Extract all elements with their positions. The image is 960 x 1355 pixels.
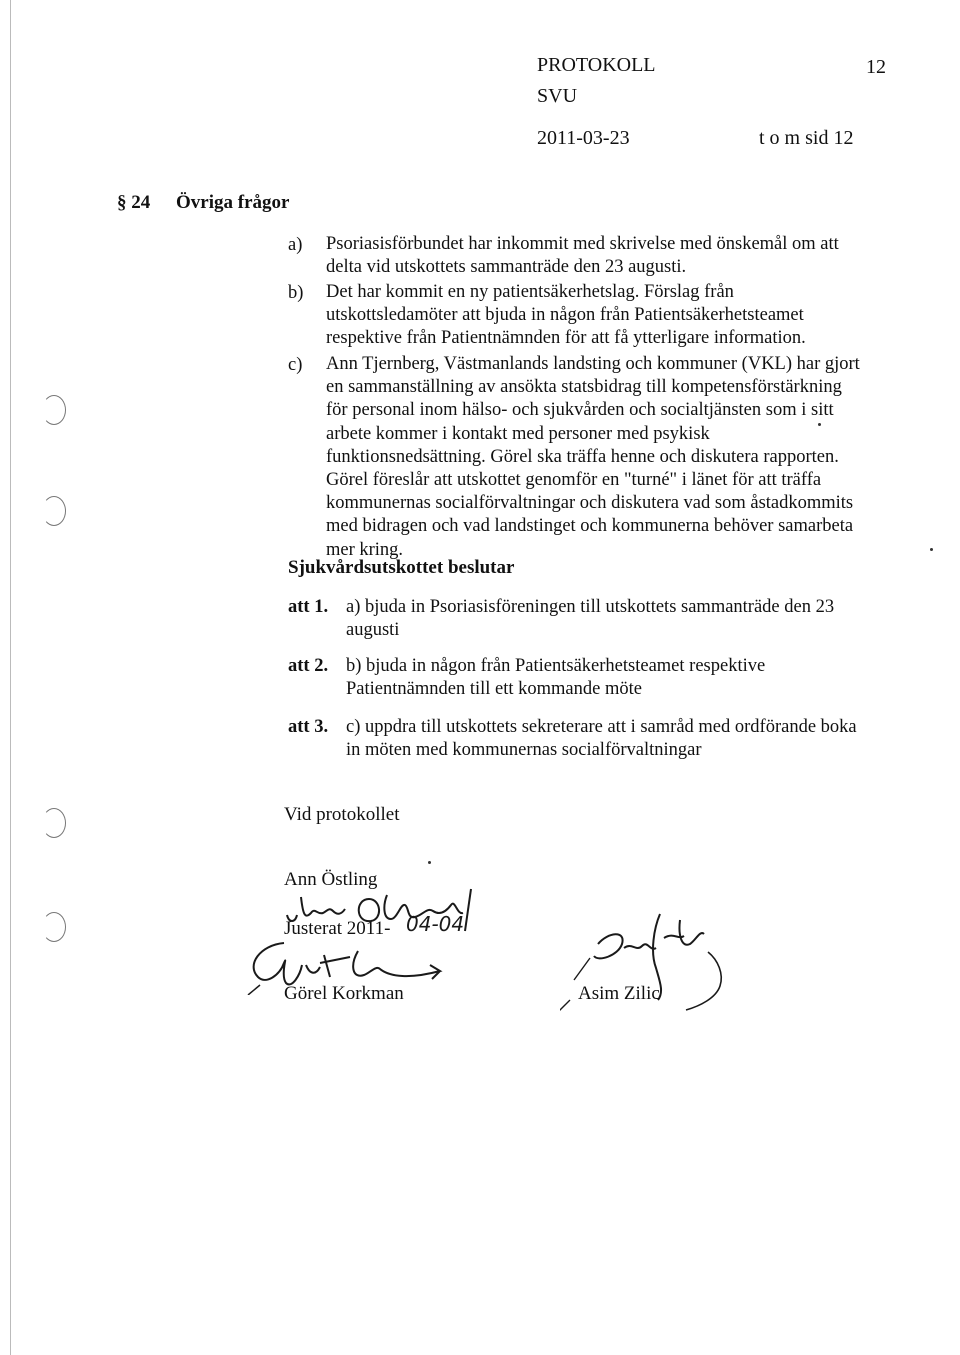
secretary-name: Ann Östling [284,869,378,890]
document-title: PROTOKOLL [537,54,656,76]
item-b-line: utskottsledamöter att bjuda in någon från Patientsäkerhetsteamet [326,305,804,326]
item-c-line: kommunernas socialförvaltningar och diskutera vad som åstadkommits [326,493,854,514]
decision-2-text [346,655,765,701]
signer-right-name: Asim Zilic [578,983,660,1004]
vid-protokollet-label: Vid protokollet [284,804,400,825]
signer-left-name: Görel Korkman [284,983,404,1004]
page-range: t o m sid 12 [759,127,854,149]
item-c-line: för personal inom hälso- och sjukvården och socialtjänsten som i sitt [326,400,834,421]
item-a-line: Psoriasisförbundet har inkommit med skrivelse med önskemål om att [326,234,839,254]
item-a-text [326,233,839,279]
item-c-line: med bidragen och vad landstinget och kommunerna behöver samarbeta [326,516,854,537]
decision-1-text [346,596,834,642]
section-title: Övriga frågor [176,192,290,213]
item-c-line: en sammanställning av ansökta statsbidrag till kompetensförstärkning [326,377,842,398]
decision-2-line: Patientnämnden till ett kommande möte [346,679,642,700]
decision-3-label: att 3. [288,717,329,737]
item-a-label: a) [288,235,303,255]
item-a-line: delta vid utskottets sammanträde den 23 augusti. [326,257,687,278]
decision-heading: Sjukvårdsutskottet beslutar [288,557,515,578]
decision-1-line: a) bjuda in Psoriasisföreningen till utskottets sammanträde den 23 [346,597,835,617]
section-number: § 24 [117,192,151,213]
item-c-line: mer kring. [326,539,404,560]
meeting-date: 2011-03-23 [537,127,630,149]
punch-hole-4 [42,912,66,942]
punch-hole-2 [42,496,66,526]
justerat-date-handwritten: 04-04 [406,912,465,936]
scan-speck [930,548,933,551]
item-c-line: funktionsnedsättning. Görel ska träffa henne och diskutera rapporten. [326,446,839,467]
decision-3-line: in möten med kommunernas socialförvaltningar [346,740,702,761]
justerat-label: Justerat 2011- [284,918,391,939]
decision-3-text [346,716,857,762]
decision-2-line: b) bjuda in någon från Patientsäkerhetsteamet respektive [346,656,766,676]
binder-margin-line [10,0,11,1355]
item-b-text [326,281,806,351]
scan-speck [818,423,821,426]
decision-2-label: att 2. [288,656,329,676]
item-c-line: Ann Tjernberg, Västmanlands landsting och kommuner (VKL) har gjort [326,354,860,374]
scan-speck [428,861,431,864]
punch-hole-1 [42,395,66,425]
item-b-line: Det har kommit en ny patientsäkerhetslag. Förslag från [326,282,734,302]
punch-hole-3 [42,808,66,838]
page-number: 12 [866,56,886,78]
item-c-line: arbete kommer i kontakt med personer med psykisk [326,423,710,444]
item-b-label: b) [288,283,304,303]
decision-3-line: c) uppdra till utskottets sekreterare att i samråd med ordförande boka [346,717,857,737]
item-c-text [326,353,860,562]
item-c-line: Görel föreslår att utskottet genomför en "turné" i länet för att träffa [326,470,822,491]
decision-1-line: augusti [346,620,400,641]
item-b-line: respektive från Patientnämnden för att få ytterligare information. [326,328,806,349]
committee-name: SVU [537,85,578,107]
item-c-label: c) [288,355,303,375]
decision-1-label: att 1. [288,597,329,617]
